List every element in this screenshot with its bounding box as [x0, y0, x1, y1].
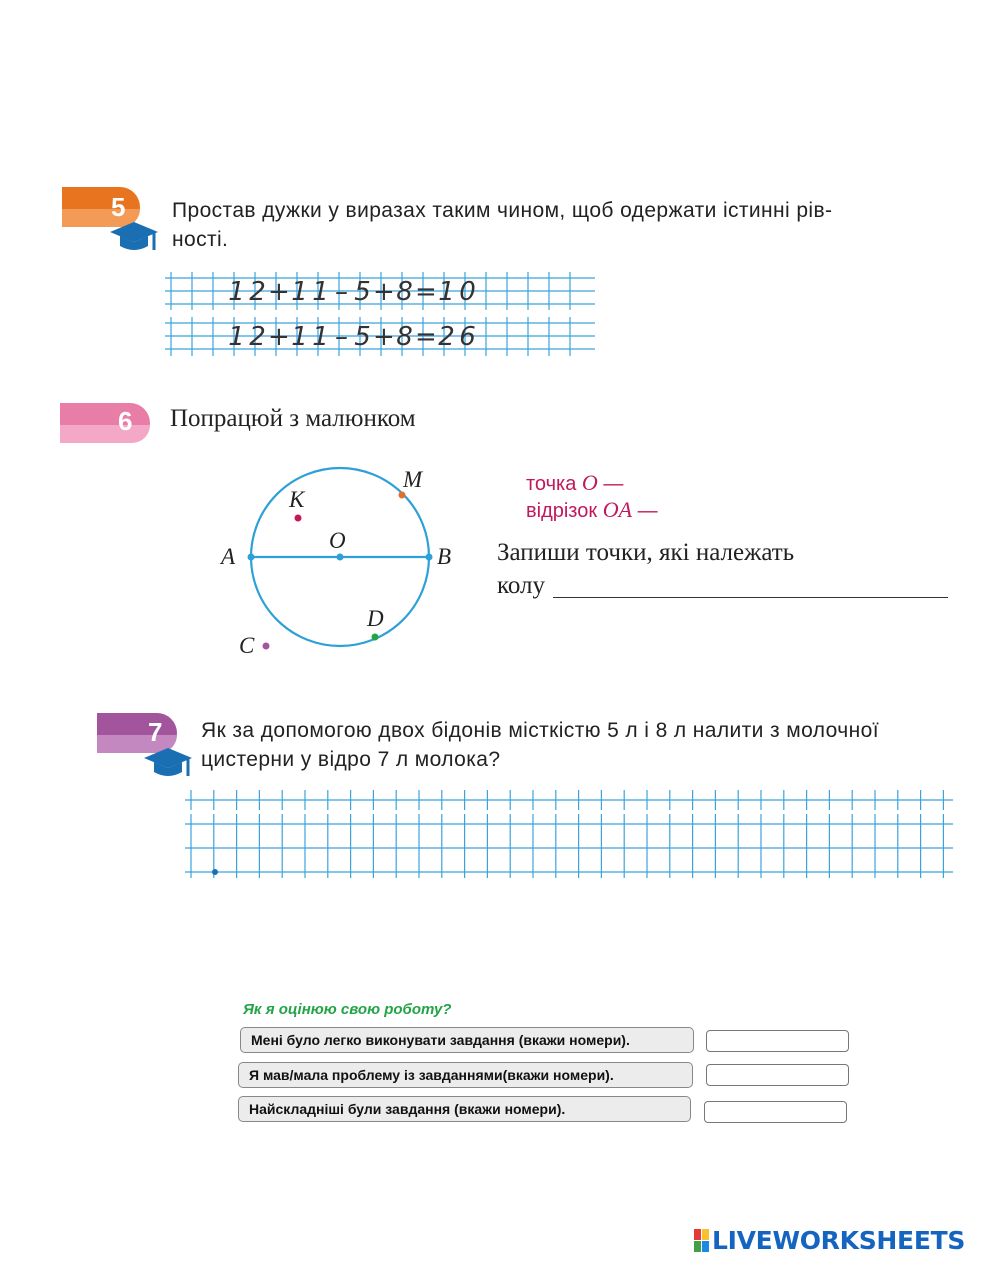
label-B: B [437, 544, 452, 569]
task-5-text: Простав дужки у виразах таким чином, щоб одержати істинні рів- ності. [172, 199, 833, 251]
eq-char: 1 [228, 277, 245, 307]
answer-input-hardest[interactable] [704, 1101, 847, 1123]
eq-char: 1 [291, 277, 308, 307]
eq-char: 8 [396, 277, 413, 307]
equation-row-1 [226, 277, 478, 307]
legend-segment-OA: відрізок OA — [526, 497, 658, 522]
eq-char: 1 [312, 322, 329, 352]
eq-char: + [268, 322, 290, 352]
circle-diagram [215, 460, 475, 670]
eq-char: = [415, 277, 437, 307]
eq-char: + [373, 277, 395, 307]
label-C: C [239, 633, 255, 658]
task-7-grid[interactable] [185, 788, 953, 880]
answer-input-easy[interactable] [706, 1030, 849, 1052]
point-D [372, 634, 379, 641]
eq-char: 1 [228, 322, 245, 352]
eq-char: – [335, 322, 348, 352]
point-O [337, 554, 344, 561]
task-6-number: 6 [118, 406, 133, 436]
graduation-cap-icon [142, 744, 194, 784]
legend-point-O: точка O — [526, 470, 624, 495]
eq-char: – [335, 277, 348, 307]
eq-char: 2 [249, 322, 266, 352]
liveworksheets-logo [694, 1226, 965, 1255]
logo-text: LIVEWORKSHEETS [712, 1226, 966, 1255]
self-assessment-row-hardest: Найскладніші були завдання (вкажи номери). [238, 1096, 691, 1122]
point-M [399, 492, 406, 499]
eq-char: 5 [354, 322, 371, 352]
label-O: O [329, 528, 346, 553]
label-K: K [289, 487, 305, 512]
eq-char: = [415, 322, 437, 352]
task-7-text: Як за допомогою двох бідонів місткістю 5 л і 8 л налити з молочної цистерни у відро 7 л молока? [201, 719, 879, 771]
point-K [295, 515, 302, 522]
task-6-instruction: Запиши точки, які належать колу [497, 539, 795, 599]
label-M: M [403, 467, 423, 492]
self-assessment-row-easy: Мені було легко виконувати завдання (вкажи номери). [240, 1027, 694, 1053]
label-D: D [367, 606, 384, 631]
eq-char: 1 [438, 277, 455, 307]
label-A: A [221, 544, 236, 569]
answer-input-problem[interactable] [706, 1064, 849, 1086]
eq-char: + [373, 322, 395, 352]
task-7-number: 7 [148, 717, 163, 747]
eq-char: 0 [459, 277, 476, 307]
eq-char: 8 [396, 322, 413, 352]
point-C [263, 643, 270, 650]
graduation-cap-icon [108, 218, 160, 258]
eq-char: 2 [249, 277, 266, 307]
self-assessment-title: Як я оцінюю свою роботу? [243, 1001, 452, 1018]
eq-char: + [268, 277, 290, 307]
logo-mark-icon [694, 1229, 709, 1252]
self-assessment-row-problem: Я мав/мала проблему із завданнями(вкажи номери). [238, 1062, 693, 1088]
equation-row-2 [226, 322, 478, 352]
task-6-title: Попрацюй з малюнком [170, 405, 416, 432]
point-B [426, 554, 433, 561]
task-6-badge-shade [60, 425, 150, 443]
eq-char: 2 [438, 322, 455, 352]
eq-char: 6 [459, 322, 476, 352]
eq-char: 1 [312, 277, 329, 307]
task-5-number: 5 [111, 192, 126, 222]
answer-line-circle-points[interactable] [553, 597, 948, 598]
point-A [248, 554, 255, 561]
eq-char: 5 [354, 277, 371, 307]
eq-char: 1 [291, 322, 308, 352]
